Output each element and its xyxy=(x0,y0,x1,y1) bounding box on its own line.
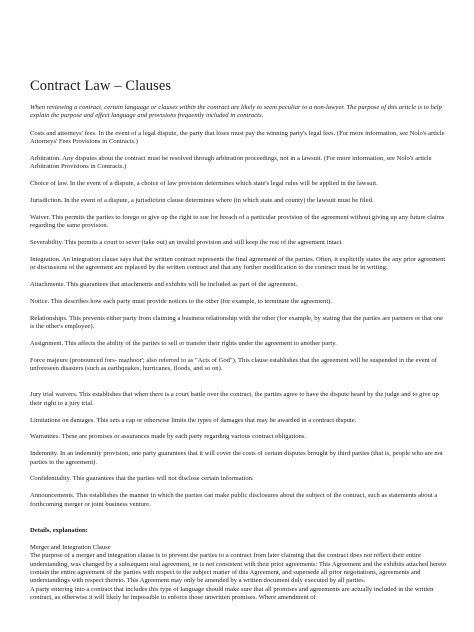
details-heading: Details, explanation: xyxy=(30,527,88,535)
clause-notice: Notice. This describes how each party must provide notices to the other (for example, to terminate the agreement). xyxy=(30,297,332,305)
document-body xyxy=(30,78,448,603)
details-subheading: Merger and Integration Clause xyxy=(30,543,111,551)
clause-severability: Severability. This permits a court to sever (take out) an invalid provision and still keep the rest of the agreement intact. xyxy=(30,239,343,247)
clause-confidentiality: Confidentiality. This guarantees that the parties will not disclose certain information. xyxy=(30,475,254,483)
clause-indemnity: Indemnity. In an indemnity provision, one party guarantees that it will cover the costs of certain disputes brought by third parties (that is, people who are not parties to the agreement). xyxy=(30,450,443,466)
details-paragraph: A party entering into a contract that includes this type of language should make sure that all promises and agreements are actually included in the written contract, as otherwise it will likely be impossible to enforce those unwritten promises. Where amendment of xyxy=(30,585,434,602)
clause-integration: Integration. An integration clause says that the written contract represents the final agreement of the parties. Often, it explicitly states the any prior agreement or discussions of the agreement are replaced by the written contract and that any further modification to the contract must be in writing. xyxy=(30,255,446,272)
clause-waiver: Waiver. This permits the parties to forego or give up the right to sue for breach of a particular provision of the agreement without giving up any future claims regarding the same provision. xyxy=(30,213,445,230)
clause-choice-of-law: Choice of law. In the event of a dispute, a choice of law provision determines which state's legal rules will be applied in the lawsuit. xyxy=(30,180,378,188)
intro-paragraph: When reviewing a contract, certain language or clauses within the contract are likely to seem peculiar to a non-lawyer. The purpose of this article is to help explain the purpose and effect language and provisions frequently included in contracts. xyxy=(30,104,442,120)
clause-assignment: Assignment. This affects the ability of the parties to sell or transfer their rights under the agreement to another party. xyxy=(30,339,337,347)
clause-attachments: Attachments. This guarantees that attachments and exhibits will be included as part of the agreement. xyxy=(30,281,298,289)
clause-force-majeure: Force majeure (pronounced fors- mazhoor'; also referred to as "Acts of God"). This clause establishes that the agreement will be suspended in the event of unforeseen disasters (such as earthquakes, hurricanes, floods, and so on). xyxy=(30,356,437,373)
details-section xyxy=(30,544,448,603)
clause-jurisdiction: Jurisdiction. In the event of a dispute, a jurisdiction clause determines where (in which state and county) the lawsuit must be filed. xyxy=(30,197,374,205)
clause-jury-trial-waiver: Jury trial waivers. This establishes that when there is a court battle over the contract, the parties agree to have the dispute heard by the judge and to give up their right to a jury trial. xyxy=(30,391,439,407)
clause-limitations-on-damages: Limitations on damages. This sets a cap or otherwise limits the types of damages that may be awarded in a contract dispute. xyxy=(30,416,357,424)
details-paragraph: The purpose of a merger and integration clause is to prevent the parties to a contract from later claiming that the contract does not reflect their entire understanding, was changed by a subsequent oral agreement, or is not consistent with their prior agreements: This Agreement and the exhibits attached hereto contain the entire agreement of the parties with respect to the subject matter of this Agreement, and supersede all prior negotiations, agreements and understandings with respect thereto. This Agreement may only be amended by a written document duly executed by all parties. xyxy=(30,552,447,585)
clause-arbitration: Arbitration. Any disputes about the contract must be resolved through arbitration proceedings, not in a lawsuit. (For more information, see Nolo's article Arbitration Provisions in Contracts.) xyxy=(30,155,432,171)
clause-announcements: Announcements. This establishes the manner in which the parties can make public disclosures about the subject of the contract, such as statements about a forthcoming merger or joint business venture. xyxy=(30,492,438,508)
clause-relationships: Relationships. This prevents either party from claiming a business relationship with the other (for example, by stating that the parties are partners or that one is the other's employee). xyxy=(30,314,443,331)
page-title: Contract Law – Clauses xyxy=(30,78,172,94)
clause-warranties: Warranties. These are promises or assurances made by each party regarding various contract obligations. xyxy=(30,433,306,441)
clause-costs: Costs and attorneys' fees. In the event of a legal dispute, the party that loses must pay the winning party's legal fees. (For more information, see Nolo's article Attorneys' Fees Provisions in Contracts.) xyxy=(30,129,445,146)
